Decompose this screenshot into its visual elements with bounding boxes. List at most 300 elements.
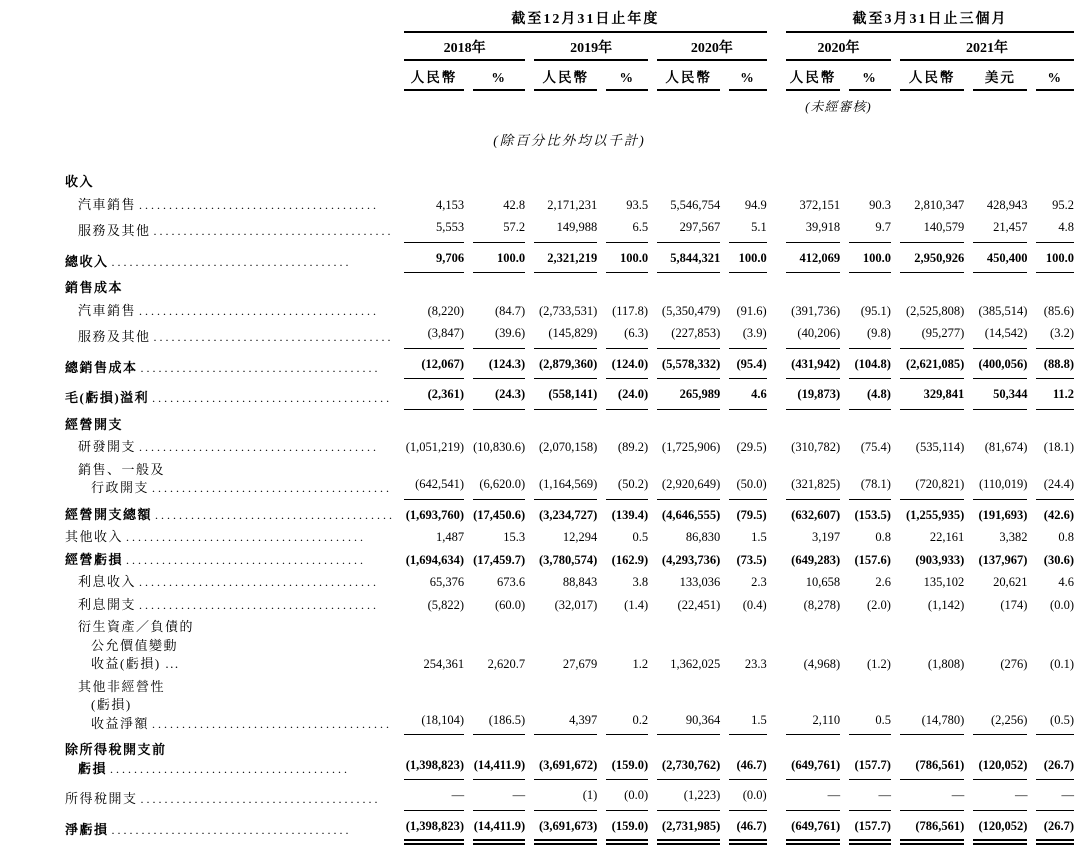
cell-value: 2,620.7 [487, 657, 526, 671]
cell-value: (1.4) [624, 597, 649, 612]
cell-value: (117.8) [612, 303, 649, 318]
cell-value: 90.3 [869, 197, 891, 212]
row-label [65, 676, 395, 736]
cell-value: 4,397 [534, 676, 597, 736]
cell-value: (91.6) [736, 303, 767, 318]
cell-value: (2,621,085) [900, 349, 964, 380]
cell-value: (431,942) [786, 349, 840, 380]
cell-value: (0.5) [1036, 676, 1074, 736]
cell-value: 5,553 [404, 216, 464, 243]
row-label-text: 利息收入 [78, 574, 137, 589]
dot-leader: ........................................ [111, 254, 352, 269]
blank [900, 91, 1074, 117]
cell-value: (22,451) [677, 597, 721, 612]
cell-value: 15.3 [503, 530, 526, 544]
cell-value: — [1036, 780, 1074, 811]
cell-value: (78.1) [849, 459, 891, 500]
table-row [65, 594, 1074, 617]
table-row [65, 436, 1074, 459]
currency-unit-header: % [473, 61, 525, 91]
cell-value: (186.5) [473, 676, 525, 736]
cell-value: (157.6) [854, 552, 891, 567]
cell-value: (632,607) [791, 507, 841, 522]
cell-value: (145,829) [534, 322, 597, 349]
dot-leader: ........................................ [153, 330, 394, 344]
cell-value: 2,171,231 [547, 197, 598, 212]
cell-value: (29.5) [736, 440, 767, 454]
column-gap [776, 61, 777, 91]
cell-value: 372,151 [799, 197, 841, 212]
cell-value: 4.8 [1036, 216, 1074, 243]
cell-value: (79.5) [736, 507, 767, 522]
table-row [65, 780, 1074, 811]
column-gap [776, 459, 777, 500]
cell-value: 9.7 [849, 216, 891, 243]
cell-value: 2,110 [786, 676, 840, 736]
cell-value: 9,706 [404, 243, 464, 274]
currency-unit-header: % [729, 61, 766, 91]
row-label [65, 500, 395, 527]
cell-value: (3,691,672) [534, 735, 597, 780]
table-row [65, 459, 1074, 500]
dot-leader: ........................................ [155, 507, 396, 522]
cell-value: (1,051,219) [405, 440, 465, 454]
cell-value: (227,853) [657, 322, 720, 349]
cell-value: 428,943 [986, 197, 1028, 212]
table-row [65, 676, 1074, 736]
cell-value: (26.7) [1036, 735, 1074, 780]
table-row [65, 811, 1074, 842]
cell-value: — [404, 780, 464, 811]
dot-leader: ........................................ [126, 552, 367, 567]
table-row [65, 165, 1074, 194]
row-label-line [65, 438, 395, 457]
cell-value: 88,843 [562, 575, 598, 589]
column-gap [776, 322, 777, 349]
dot-leader: ........................................ [152, 481, 393, 495]
cell-value: (30.6) [1043, 552, 1074, 567]
cell-value: (903,933) [915, 552, 965, 567]
cell-value: (8,220) [427, 303, 465, 318]
row-label-text: 經營虧損 [65, 551, 124, 567]
row-label-text: 汽車銷售 [78, 196, 137, 212]
cell-value: (14,411.9) [473, 735, 525, 780]
cell-value: — [473, 780, 525, 811]
dot-leader: ........................................ [111, 822, 352, 837]
cell-value: (720,821) [900, 459, 964, 500]
dot-leader: ........................................ [139, 575, 380, 589]
cell-value: 140,579 [900, 216, 964, 243]
year-header: 2020年 [786, 33, 891, 61]
cell-value: (642,541) [404, 459, 464, 500]
row-label-text: 總收入 [65, 253, 109, 269]
cell-value: (84.7) [494, 303, 526, 318]
cell-value: 21,457 [973, 216, 1027, 243]
cell-value: (4,968) [803, 657, 841, 671]
cell-value: (0.0) [1050, 597, 1074, 612]
row-label [65, 436, 395, 459]
cell-value: 450,400 [973, 243, 1027, 274]
cell-value: (14,780) [900, 676, 964, 736]
cell-value: (3,234,727) [538, 507, 598, 522]
row-label-line [65, 359, 395, 378]
row-label [65, 322, 395, 349]
header-unit-row [65, 61, 1074, 91]
cell-value: 2.3 [751, 575, 767, 589]
cell-value: (24.4) [1036, 459, 1074, 500]
cell-value: (321,825) [786, 459, 840, 500]
dot-leader: ........................................ [139, 197, 380, 212]
cell-value: (786,561) [900, 811, 964, 842]
cell-value: (157.7) [849, 811, 891, 842]
cell-value: (385,514) [978, 303, 1028, 318]
table-row [65, 300, 1074, 323]
row-label-line [65, 389, 395, 408]
cell-value: 10,658 [805, 575, 841, 589]
column-gap [776, 194, 777, 217]
row-label-line [65, 760, 395, 779]
row-label [65, 735, 395, 780]
cell-value: (95.4) [729, 349, 766, 380]
cell-value: (558,141) [534, 379, 597, 410]
cell-value: (137,967) [978, 552, 1028, 567]
cell-value: (174) [1000, 597, 1028, 612]
row-label-line [65, 715, 395, 734]
row-label-text: 銷售、一般及 [78, 461, 166, 477]
row-label-line [65, 821, 395, 840]
year-header: 2020年 [657, 33, 767, 61]
row-label-text: 其他收入 [65, 529, 124, 544]
cell-value: 65,376 [429, 575, 465, 589]
scale-note: (除百分比外均以千計) [493, 133, 646, 148]
cell-value: (81,674) [984, 440, 1028, 454]
cell-value: 329,841 [900, 379, 964, 410]
cell-value: (5,578,332) [657, 349, 720, 380]
dot-leader: ........................................ [152, 716, 393, 731]
currency-unit-header: 美元 [973, 61, 1027, 91]
cell-value: 57.2 [473, 216, 525, 243]
cell-value: (19,873) [786, 379, 840, 410]
cell-value: (649,761) [786, 735, 840, 780]
cell-value: (120,052) [973, 811, 1027, 842]
dot-leader: ........................................ [152, 391, 393, 405]
row-label-text: 公允價值變動 [91, 637, 179, 653]
dot-leader: ........................................ [139, 440, 380, 454]
row-label-line [65, 222, 395, 241]
cell-value: 2,321,219 [534, 243, 597, 274]
column-gap [776, 780, 777, 811]
currency-unit-header: 人民幣 [534, 61, 597, 91]
column-gap [776, 616, 777, 676]
cell-value: (60.0) [494, 597, 526, 612]
column-gap [776, 33, 777, 61]
cell-value: 50,344 [973, 379, 1027, 410]
cell-value: 1,362,025 [670, 657, 721, 671]
cell-value: (40,206) [786, 322, 840, 349]
cell-value: 27,679 [562, 657, 598, 671]
cell-value: (2,525,808) [905, 303, 965, 318]
cell-value: (1,255,935) [905, 507, 965, 522]
cell-value: (18,104) [404, 676, 464, 736]
cell-value: (24.0) [606, 379, 648, 410]
row-label-text: 研發開支 [78, 439, 137, 454]
cell-value: 3,382 [999, 530, 1028, 544]
cell-value: (4.8) [849, 379, 891, 410]
cell-value: (73.5) [736, 552, 767, 567]
period-group-header: 截至12月31日止年度 [404, 4, 767, 33]
cell-value: 0.8 [1058, 530, 1074, 544]
row-label-text: 淨虧損 [65, 821, 109, 837]
header-group-row [65, 4, 1074, 33]
cell-value: — [973, 780, 1027, 811]
cell-value: 23.3 [744, 657, 767, 671]
corner-blank [65, 33, 395, 61]
table-row [65, 194, 1074, 217]
cell-value: 149,988 [534, 216, 597, 243]
currency-unit-header: 人民幣 [657, 61, 720, 91]
blank [404, 410, 1074, 437]
column-gap [776, 549, 777, 572]
cell-value: (162.9) [611, 552, 649, 567]
table-row [65, 500, 1074, 527]
cell-value: (50.2) [606, 459, 648, 500]
cell-value: 100.0 [1036, 243, 1074, 274]
cell-value: 12,294 [562, 530, 598, 544]
row-label [65, 616, 395, 676]
table-body [65, 165, 1074, 841]
cell-value: (18.1) [1043, 440, 1074, 454]
row-label-text: 所得稅開支 [65, 791, 138, 806]
cell-value: (6,620.0) [473, 459, 525, 500]
row-label-text: 衍生資產／負債的 [78, 619, 195, 634]
row-label-text: 銷售成本 [65, 280, 124, 295]
cell-value: (153.5) [854, 507, 891, 522]
cell-value: 22,161 [929, 530, 965, 544]
cell-value: 673.6 [497, 575, 526, 589]
cell-value: (4,293,736) [661, 552, 721, 567]
row-label [65, 165, 395, 194]
row-label-line [65, 678, 395, 697]
cell-value: 2,950,926 [900, 243, 964, 274]
cell-value: 39,918 [786, 216, 840, 243]
blank [606, 91, 648, 117]
cell-value: — [786, 780, 840, 811]
currency-unit-header: % [1036, 61, 1074, 91]
dot-leader: ........................................ [140, 792, 381, 806]
row-label-line [65, 790, 395, 809]
row-label-text: 經營開支總額 [65, 506, 153, 522]
cell-value: 5,546,754 [670, 197, 721, 212]
cell-value: 100.0 [729, 243, 766, 274]
unaudited-note: (未經審核) [805, 99, 872, 114]
row-label-text: 行政開支 [91, 480, 150, 495]
year-header: 2019年 [534, 33, 648, 61]
cell-value: (3,780,574) [538, 552, 598, 567]
cell-value: 95.2 [1052, 197, 1074, 212]
cell-value: (17,459.7) [473, 552, 526, 567]
row-label-text: 總銷售成本 [65, 359, 138, 375]
row-label [65, 243, 395, 274]
row-label [65, 594, 395, 617]
cell-value: (786,561) [900, 735, 964, 780]
row-label-line [65, 253, 395, 272]
row-label [65, 780, 395, 811]
cell-value: 11.2 [1036, 379, 1074, 410]
cell-value: (649,283) [791, 552, 841, 567]
cell-value: (9.8) [849, 322, 891, 349]
row-label-line [65, 655, 395, 674]
row-label-line [65, 461, 395, 480]
column-gap [776, 571, 777, 594]
row-label-text: 服務及其他 [78, 329, 151, 344]
cell-value: (0.4) [742, 597, 767, 612]
row-label [65, 379, 395, 410]
cell-value: (2.0) [866, 597, 891, 612]
cell-value: 1.5 [751, 530, 767, 544]
cell-value: 100.0 [473, 243, 525, 274]
cell-value: (8,278) [803, 597, 841, 612]
column-gap [776, 676, 777, 736]
row-label-line [65, 596, 395, 615]
header-scale-row [65, 117, 1074, 165]
cell-value: — [900, 780, 964, 811]
row-label [65, 216, 395, 243]
column-gap [776, 526, 777, 549]
cell-value: (124.3) [473, 349, 525, 380]
cell-value: 5.1 [729, 216, 766, 243]
cell-value: 1.2 [632, 657, 649, 671]
row-label-text: 毛(虧損)溢利 [65, 390, 150, 405]
row-label-line [65, 196, 395, 215]
cell-value: (124.0) [606, 349, 648, 380]
row-label-line [65, 637, 395, 656]
row-label [65, 526, 395, 549]
column-gap [776, 735, 777, 780]
cell-value: (120,052) [973, 735, 1027, 780]
column-gap [776, 216, 777, 243]
cell-value: (42.6) [1043, 507, 1074, 522]
column-gap [776, 811, 777, 842]
cell-value: 135,102 [923, 575, 965, 589]
row-label-line [65, 302, 395, 321]
row-label [65, 571, 395, 594]
cell-value: (159.0) [606, 735, 648, 780]
column-gap [776, 594, 777, 617]
cell-value: 100.0 [606, 243, 648, 274]
cell-value: (1,693,760) [405, 507, 465, 522]
cell-value: (4,646,555) [661, 507, 721, 522]
row-label-text: 經營開支 [65, 416, 124, 432]
cell-value: (535,114) [915, 440, 965, 454]
blank [404, 91, 464, 117]
cell-value: 2.6 [875, 575, 891, 589]
cell-value: (46.7) [729, 735, 766, 780]
cell-value: (400,056) [973, 349, 1027, 380]
cell-value: (0.0) [606, 780, 648, 811]
cell-value: 412,069 [786, 243, 840, 274]
cell-value: (6.3) [606, 322, 648, 349]
row-label-line [65, 173, 395, 192]
cell-value: (159.0) [606, 811, 648, 842]
column-gap [776, 91, 777, 117]
currency-unit-header: % [606, 61, 648, 91]
cell-value: 90,364 [657, 676, 720, 736]
row-label-line [65, 416, 395, 435]
cell-value: (191,693) [978, 507, 1028, 522]
dot-leader: ........................................ [140, 360, 381, 375]
cell-value: (50.0) [729, 459, 766, 500]
cell-value: 0.8 [875, 530, 891, 544]
cell-value: (3,691,673) [534, 811, 597, 842]
cell-value: — [849, 780, 891, 811]
row-label-text: 收益(虧損) ... [91, 656, 180, 671]
row-label [65, 410, 395, 437]
cell-value: 254,361 [423, 657, 465, 671]
cell-value: (1,808) [927, 657, 965, 671]
cell-value: (276) [1000, 657, 1028, 671]
cell-value: (1,223) [657, 780, 720, 811]
cell-value: (1,398,823) [404, 735, 464, 780]
table-row [65, 379, 1074, 410]
cell-value: (12,067) [404, 349, 464, 380]
cell-value: (3.9) [729, 322, 766, 349]
cell-value: 3.8 [632, 575, 649, 589]
dot-leader: ........................................ [139, 597, 380, 612]
row-label [65, 300, 395, 323]
blank [729, 91, 766, 117]
row-label-line [65, 506, 395, 525]
cell-value: (5,350,479) [661, 303, 721, 318]
cell-value: (310,782) [791, 440, 841, 454]
row-label-text: 收入 [65, 174, 95, 189]
row-label [65, 811, 395, 842]
financial-table [56, 4, 1083, 841]
cell-value: 5,844,321 [657, 243, 720, 274]
column-gap [776, 4, 777, 33]
table-row [65, 549, 1074, 572]
cell-value: (2,879,360) [534, 349, 597, 380]
cell-value: 4.6 [729, 379, 766, 410]
table-row [65, 616, 1074, 676]
currency-unit-header: 人民幣 [900, 61, 964, 91]
blank [534, 91, 597, 117]
blank [404, 273, 1074, 300]
row-label [65, 349, 395, 380]
cell-value: (3.2) [1036, 322, 1074, 349]
blank [404, 165, 1074, 194]
row-label-line [65, 573, 395, 592]
column-gap [776, 243, 777, 274]
table-row [65, 571, 1074, 594]
row-label-line [65, 618, 395, 637]
cell-value: 0.5 [632, 530, 649, 544]
year-header: 2021年 [900, 33, 1074, 61]
cell-value: 86,830 [685, 530, 721, 544]
cell-value: (1.2) [866, 657, 891, 671]
cell-value: 94.9 [744, 197, 767, 212]
row-label-text: (虧損) [91, 697, 132, 712]
dot-leader: ........................................ [139, 303, 380, 318]
cell-value: (1,142) [927, 597, 965, 612]
column-gap [776, 300, 777, 323]
cell-value: 100.0 [849, 243, 891, 274]
cell-value: (89.2) [617, 440, 649, 454]
cell-value: (0.0) [729, 780, 766, 811]
cell-value: (157.7) [849, 735, 891, 780]
row-label [65, 273, 395, 300]
cell-value: (26.7) [1036, 811, 1074, 842]
cell-value: 42.8 [503, 197, 526, 212]
